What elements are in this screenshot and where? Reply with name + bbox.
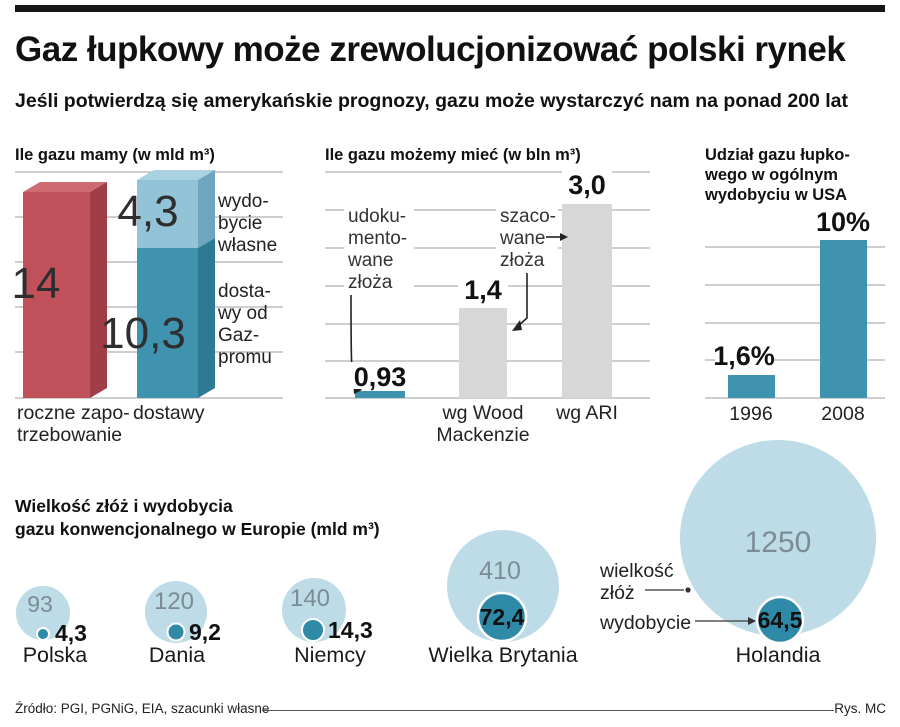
- page-subtitle: Jeśli potwierdzą się amerykańskie prognozy, gazu może wystarczyć nam na ponad 200 lat: [15, 90, 849, 112]
- production-value-dania: 9,2: [189, 619, 221, 645]
- x-label-2008: 2008: [821, 403, 865, 425]
- x-label-wood-line: wg Wood: [442, 402, 524, 424]
- gazprom-label-line: promu: [218, 347, 272, 368]
- production-value-polska: 4,3: [55, 620, 87, 646]
- reserves-value-polska: 93: [27, 591, 53, 617]
- gazprom-label-line: Gaz-: [218, 325, 260, 346]
- own-label-line: wydo-: [218, 191, 269, 212]
- bubble-title-line: gazu konwencjonalnego w Europie (mld m³): [15, 519, 380, 539]
- chart-europe-bubbles: [0, 430, 900, 685]
- production-bubble-polska: [37, 628, 49, 640]
- chart1-title: Ile gazu mamy (w mld m³): [15, 146, 215, 164]
- legend-reserves-line: złóż: [600, 582, 635, 604]
- value-2008: 10%: [815, 207, 871, 237]
- value-ari: 3,0: [568, 170, 606, 200]
- reserves-value-holandia: 1250: [744, 526, 812, 559]
- production-value-wielka-brytania: 72,4: [479, 604, 525, 630]
- x-label-demand-line: roczne zapo-: [17, 402, 130, 424]
- chart3-title-line: wego w ogólnym: [705, 166, 838, 184]
- blue-bar-dark-side-face: [198, 238, 215, 398]
- legend-reserves-leader-dot: [685, 587, 690, 592]
- legend-reserves-line: wielkość: [600, 560, 674, 582]
- value-documented: 0,93: [353, 362, 407, 392]
- bar-documented: [355, 391, 405, 398]
- country-label-dania: Dania: [148, 643, 206, 667]
- production-bubble-niemcy: [302, 619, 324, 641]
- top-rule: [15, 5, 885, 12]
- x-label-wood-line: Mackenzie: [436, 424, 530, 446]
- own-label-line: własne: [218, 235, 278, 256]
- chart3-title-line: wydobyciu w USA: [705, 186, 848, 204]
- value-gazprom: 10,3: [100, 309, 186, 358]
- documented-label-line: mento-: [348, 228, 408, 249]
- reserves-value-wielka-brytania: 410: [479, 557, 521, 585]
- chart2-title: Ile gazu możemy mieć (w bln m³): [325, 146, 581, 164]
- value-own: 4,3: [117, 187, 179, 236]
- chart3-title-line: Udział gazu łupko-: [705, 146, 850, 164]
- bar-2008: [820, 240, 867, 398]
- value-demand: 14: [11, 259, 61, 308]
- estimated-label-line: złoża: [500, 250, 545, 271]
- gazprom-label-line: wy od: [218, 303, 268, 324]
- bar-wood-mackenzie: [459, 308, 507, 398]
- value-wood: 1,4: [464, 275, 502, 305]
- blue-bar-light-side-face: [198, 170, 215, 248]
- bar-1996: [728, 375, 775, 398]
- footer-rule: [262, 710, 834, 711]
- production-value-niemcy: 14,3: [328, 617, 373, 643]
- estimated-label-line: wane: [500, 228, 546, 249]
- value-1996: 1,6%: [713, 341, 775, 371]
- reserves-value-dania: 120: [153, 588, 195, 615]
- production-bubble-dania: [168, 624, 185, 641]
- page-title: Gaz łupkowy może zrewolucjonizować polski rynek: [15, 30, 846, 69]
- country-label-polska: Polska: [22, 643, 88, 667]
- x-label-ari: wg ARI: [556, 402, 618, 424]
- bar-ari: [562, 204, 612, 398]
- country-label-wielka-brytania: Wielka Brytania: [428, 643, 578, 667]
- estimated-arrow-down: [517, 273, 527, 327]
- reserves-value-niemcy: 140: [289, 585, 331, 612]
- x-label-demand-line: trzebowanie: [17, 424, 123, 446]
- x-label-supplies: dostawy: [133, 402, 205, 424]
- production-value-holandia: 64,5: [757, 607, 803, 633]
- source-note: Źródło: PGI, PGNiG, EIA, szacunki własne: [15, 701, 270, 716]
- country-label-holandia: Holandia: [735, 643, 821, 667]
- bubble-title-line: Wielkość złóż i wydobycia: [15, 496, 233, 516]
- documented-label-line: złoża: [348, 272, 393, 293]
- own-label-line: bycie: [218, 213, 263, 234]
- estimated-arrowhead-down: [512, 320, 522, 331]
- gazprom-label-line: dosta-: [218, 281, 271, 302]
- country-label-niemcy: Niemcy: [294, 643, 366, 667]
- chart-gas-we-have: [0, 138, 300, 450]
- estimated-label-line: szaco-: [500, 206, 556, 227]
- x-label-1996: 1996: [729, 403, 773, 425]
- credit-note: Rys. MC: [834, 701, 886, 716]
- chart-gas-we-may-have: [320, 138, 660, 450]
- red-bar-side-face: [90, 182, 107, 398]
- legend-production-label: wydobycie: [600, 612, 692, 634]
- documented-label-line: wane: [348, 250, 394, 271]
- documented-label-line: udoku-: [348, 206, 407, 227]
- chart-shale-share-usa: [695, 138, 895, 450]
